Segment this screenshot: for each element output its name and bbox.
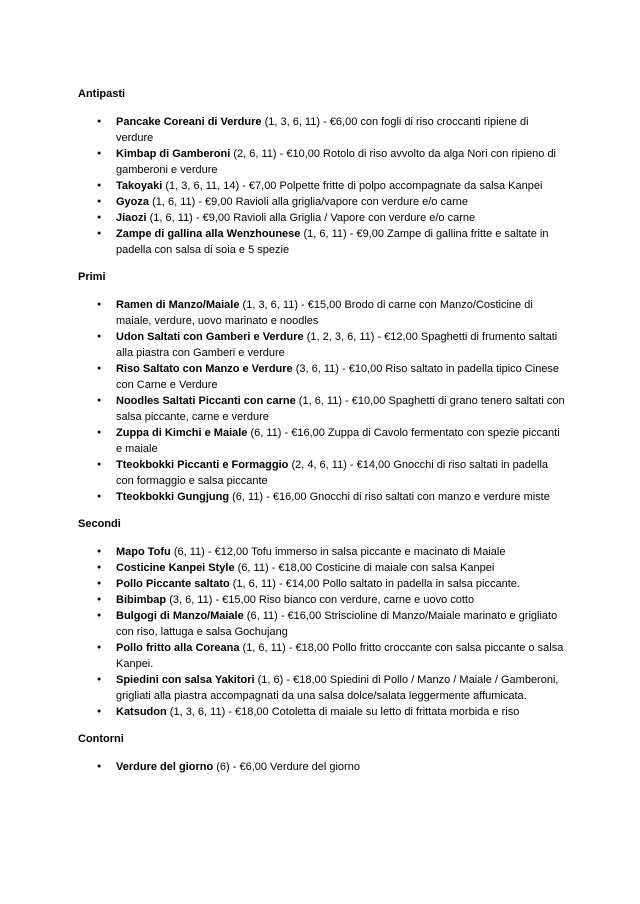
bullet-icon: ●: [97, 763, 102, 770]
menu-item: [97, 576, 565, 592]
bullet-icon: ●: [97, 676, 102, 683]
item-name: Tteokbokki Gungjung: [116, 491, 230, 503]
item-details: (1, 6, 11) - €14,00 Pollo saltato in padella in salsa piccante.: [232, 578, 520, 590]
item-name: Tteokbokki Piccanti e Formaggio: [116, 459, 289, 471]
section-title: Primi: [78, 271, 106, 283]
menu-list: [78, 297, 565, 505]
section-title: Antipasti: [78, 88, 126, 100]
menu-item: [97, 178, 565, 194]
item-name: Zuppa di Kimchi e Maiale: [116, 427, 248, 439]
item-details: (1, 6, 11) - €10,00 Spaghetti di grano tenero saltati con salsa piccante, carne e verdure: [116, 395, 565, 423]
item-details: (6, 11) - €16,00 Zuppa di Cavolo fermentato con spezie piccanti e maiale: [116, 427, 560, 455]
bullet-icon: ●: [97, 118, 102, 125]
bullet-icon: ●: [97, 333, 102, 340]
item-details: (1, 6, 11) - €9,00 Ravioli alla griglia/vapore con verdure e/o carne: [152, 196, 468, 208]
menu-list: [78, 759, 565, 775]
item-name: Mapo Tofu: [116, 546, 171, 558]
bullet-icon: ●: [97, 230, 102, 237]
item-details: (1, 3, 6, 11) - €6,00 con fogli di riso croccanti ripiene di verdure: [116, 116, 529, 144]
menu-item: [97, 329, 565, 361]
menu-item: [97, 560, 565, 576]
item-name: Costicine Kanpei Style: [116, 562, 235, 574]
item-details: (1, 6, 11) - €9,00 Ravioli alla Griglia / Vapore con verdure e/o carne: [149, 212, 476, 224]
bullet-icon: ●: [97, 580, 102, 587]
item-name: Pancake Coreani di Verdure: [116, 116, 262, 128]
item-details: (1, 3, 6, 11) - €18,00 Cotoletta di maiale su letto di frittata morbida e riso: [169, 706, 520, 718]
menu-item: [97, 210, 565, 226]
bullet-icon: ●: [97, 612, 102, 619]
bullet-icon: ●: [97, 548, 102, 555]
item-name: Bibimbap: [116, 594, 167, 606]
item-details: (1, 2, 3, 6, 11) - €12,00 Spaghetti di frumento saltati alla piastra con Gamberi e verdure: [116, 331, 558, 359]
section-antipasti: [78, 86, 565, 258]
item-details: (6, 11) - €12,00 Tofu immerso in salsa piccante e macinato di Maiale: [173, 546, 506, 558]
item-name: Pollo Piccante saltato: [116, 578, 230, 590]
menu-item: [97, 361, 565, 393]
item-details: (1, 6, 11) - €18,00 Pollo fritto croccante con salsa piccante o salsa Kanpei.: [116, 642, 564, 670]
menu-item: [97, 194, 565, 210]
bullet-icon: ●: [97, 301, 102, 308]
item-details: (6, 11) - €16,00 Striscioline di Manzo/Maiale marinato e grigliato con riso, lattuga e salsa Gochujang: [116, 610, 558, 638]
menu-item: [97, 759, 565, 775]
menu-list: [78, 114, 565, 258]
menu-item: [97, 704, 565, 720]
item-name: Spiedini con salsa Yakitori: [116, 674, 255, 686]
section-title: Contorni: [78, 733, 124, 745]
bullet-icon: ●: [97, 365, 102, 372]
bullet-icon: ●: [97, 493, 102, 500]
bullet-icon: ●: [97, 564, 102, 571]
section-secondi: [78, 516, 565, 720]
menu-item: [97, 297, 565, 329]
menu-item: [97, 146, 565, 178]
item-details: (6, 11) - €18,00 Costicine di maiale con salsa Kanpei: [237, 562, 495, 574]
bullet-icon: ●: [97, 708, 102, 715]
item-name: Noodles Saltati Piccanti con carne: [116, 395, 296, 407]
bullet-icon: ●: [97, 596, 102, 603]
item-name: Verdure del giorno: [116, 761, 214, 773]
bullet-icon: ●: [97, 644, 102, 651]
bullet-icon: ●: [97, 397, 102, 404]
menu-item: [97, 457, 565, 489]
item-name: Riso Saltato con Manzo e Verdure: [116, 363, 293, 375]
bullet-icon: ●: [97, 461, 102, 468]
item-name: Zampe di gallina alla Wenzhounese: [116, 228, 301, 240]
menu-item: [97, 114, 565, 146]
bullet-icon: ●: [97, 150, 102, 157]
bullet-icon: ●: [97, 198, 102, 205]
item-details: (2, 6, 11) - €10,00 Rotolo di riso avvolto da alga Nori con ripieno di gamberoni e verdure: [116, 148, 557, 176]
item-name: Takoyaki: [116, 180, 163, 192]
menu-item: [97, 608, 565, 640]
item-name: Katsudon: [116, 706, 167, 718]
item-details: (6, 11) - €16,00 Gnocchi di riso saltati con manzo e verdure miste: [232, 491, 550, 503]
item-name: Pollo fritto alla Coreana: [116, 642, 240, 654]
menu-item: [97, 672, 565, 704]
section-title: Secondi: [78, 518, 121, 530]
menu-item: [97, 544, 565, 560]
item-details: (1, 3, 6, 11, 14) - €7,00 Polpette fritte di polpo accompagnate da salsa Kanpei: [165, 180, 543, 192]
item-name: Gyoza: [116, 196, 150, 208]
item-details: (1, 3, 6, 11) - €15,00 Brodo di carne con Manzo/Costicine di maiale, verdure, uovo marinato e noodles: [116, 299, 533, 327]
section-primi: [78, 269, 565, 505]
item-details: (1, 6) - €18,00 Spiedini di Pollo / Manzo / Maiale / Gamberoni, grigliati alla piastra accompagnati da una salsa dolce/salata leggermente affumicata.: [116, 674, 559, 702]
item-name: Bulgogi di Manzo/Maiale: [116, 610, 244, 622]
bullet-icon: ●: [97, 214, 102, 221]
menu-item: [97, 393, 565, 425]
item-details: (1, 6, 11) - €9,00 Zampe di gallina fritte e saltate in padella con salsa di soia e 5 spezie: [116, 228, 549, 256]
menu-item: [97, 226, 565, 258]
menu-item: [97, 425, 565, 457]
menu-list: [78, 544, 565, 720]
bullet-icon: ●: [97, 429, 102, 436]
item-name: Kimbap di Gamberoni: [116, 148, 231, 160]
item-name: Ramen di Manzo/Maiale: [116, 299, 240, 311]
item-details: (6) - €6,00 Verdure del giorno: [216, 761, 360, 773]
menu-item: [97, 592, 565, 608]
section-contorni: [78, 731, 565, 775]
menu-item: [97, 489, 565, 505]
item-details: (3, 6, 11) - €15,00 Riso bianco con verdure, carne e uovo cotto: [169, 594, 475, 606]
item-name: Jiaozi: [116, 212, 147, 224]
item-details: (3, 6, 11) - €10,00 Riso saltato in padella tipico Cinese con Carne e Verdure: [116, 363, 560, 391]
item-name: Udon Saltati con Gamberi e Verdure: [116, 331, 304, 343]
bullet-icon: ●: [97, 182, 102, 189]
menu-item: [97, 640, 565, 672]
item-details: (2, 4, 6, 11) - €14,00 Gnocchi di riso saltati in padella con formaggio e salsa piccante: [116, 459, 549, 487]
